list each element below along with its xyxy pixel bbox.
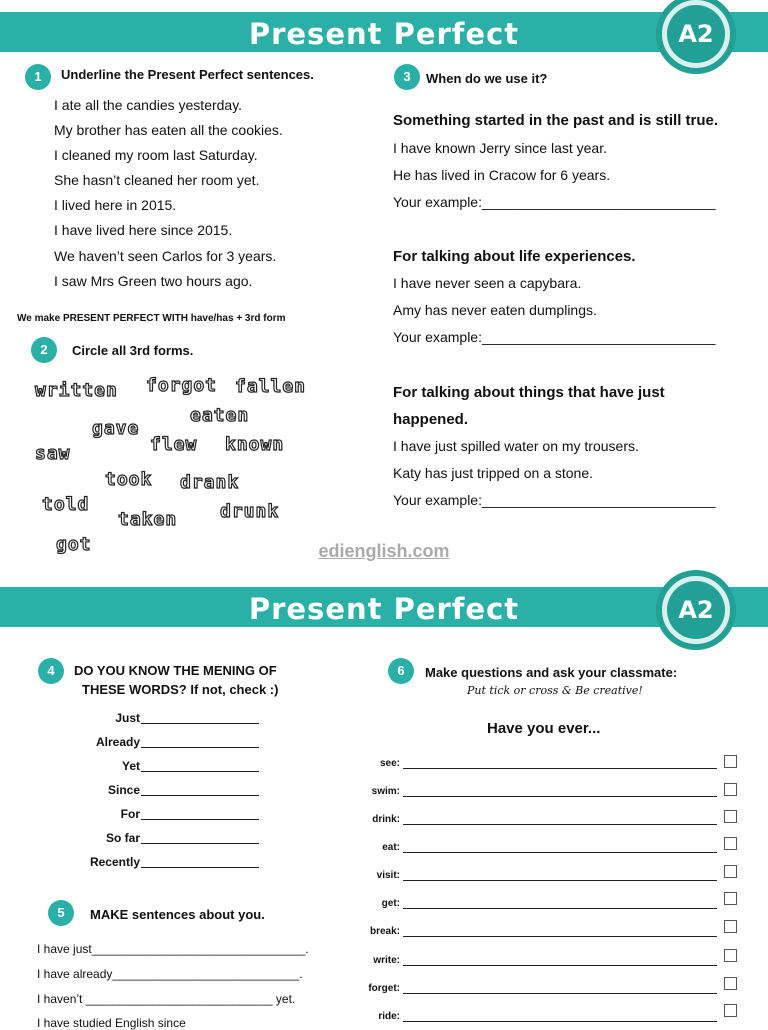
vocab-answer-line[interactable] — [141, 759, 259, 772]
usage-example: I have never seen a capybara. — [393, 275, 582, 291]
question-verb: forget: — [368, 983, 400, 994]
usage-example: He has lived in Cracow for 6 years. — [393, 167, 611, 183]
sentence-prompt[interactable]: I have already____________________________. — [37, 967, 303, 981]
exercise-number: 5 — [48, 900, 74, 926]
your-example-field[interactable]: Your example:______________________________ — [393, 492, 716, 508]
question-answer-line[interactable] — [403, 1011, 717, 1022]
question-verb: eat: — [382, 842, 400, 853]
usage-title: Something started in the past and is still true. — [393, 112, 719, 129]
usage-example: I have known Jerry since last year. — [393, 140, 607, 156]
usage-example: Katy has just tripped on a stone. — [393, 465, 594, 481]
exercise-heading: Make questions and ask your classmate: — [425, 665, 678, 680]
tick-checkbox[interactable] — [724, 783, 737, 796]
vocab-answer-line[interactable] — [141, 783, 259, 796]
vocab-answer-line[interactable] — [141, 831, 259, 844]
sentence-prompt[interactable]: I have studied English since — [37, 1016, 186, 1030]
usage-example: I have just spilled water on my trousers. — [393, 438, 639, 454]
tick-checkbox[interactable] — [724, 810, 737, 823]
usage-title: For talking about things that have just — [393, 384, 665, 401]
sentence: I have lived here since 2015. — [54, 222, 233, 238]
sentence: I saw Mrs Green two hours ago. — [54, 273, 253, 289]
sentence: My brother has eaten all the cookies. — [54, 122, 283, 138]
verb-form[interactable]: forgot — [146, 375, 218, 396]
sentence: She hasn’t cleaned her room yet. — [54, 172, 260, 188]
tick-checkbox[interactable] — [724, 865, 737, 878]
tick-checkbox[interactable] — [724, 892, 737, 905]
sentence: I cleaned my room last Saturday. — [54, 147, 258, 163]
question-verb: drink: — [372, 814, 400, 825]
question-verb: swim: — [371, 786, 400, 797]
verb-form[interactable]: got — [56, 534, 92, 555]
your-example-field[interactable]: Your example:______________________________ — [393, 194, 716, 210]
vocab-word: So far — [105, 831, 140, 845]
page-title: Present Perfect — [248, 592, 520, 626]
exercise-heading: DO YOU KNOW THE MENING OF — [74, 663, 277, 678]
sentence: I lived here in 2015. — [54, 197, 177, 213]
question-verb: ride: — [378, 1011, 400, 1022]
verb-form[interactable]: drank — [180, 472, 240, 493]
vocab-word: Already — [95, 735, 140, 749]
usage-title: For talking about life experiences. — [393, 248, 636, 265]
vocab-answer-line[interactable] — [141, 807, 259, 820]
verb-form[interactable]: fallen — [235, 376, 307, 397]
exercise-number: 2 — [31, 337, 57, 363]
tick-checkbox[interactable] — [724, 1004, 737, 1017]
verb-form[interactable]: drunk — [220, 501, 280, 522]
verb-form[interactable]: eaten — [190, 405, 250, 426]
exercise-number: 6 — [388, 658, 414, 684]
vocab-answer-line[interactable] — [141, 735, 259, 748]
tick-checkbox[interactable] — [724, 977, 737, 990]
exercise-number: 1 — [25, 64, 51, 90]
verb-form[interactable]: told — [42, 494, 90, 515]
grammar-rule: We make PRESENT PERFECT WITH have/has + 3rd form — [17, 313, 286, 324]
site-watermark[interactable]: edienglish.com — [318, 541, 450, 561]
tick-checkbox[interactable] — [724, 920, 737, 933]
question-answer-line[interactable] — [403, 955, 717, 966]
tick-checkbox[interactable] — [724, 949, 737, 962]
question-answer-line[interactable] — [403, 926, 717, 937]
sentence: We haven’t seen Carlos for 3 years. — [54, 248, 277, 264]
question-verb: see: — [379, 758, 400, 769]
vocab-word: Just — [115, 711, 140, 725]
verb-form[interactable]: known — [225, 434, 285, 455]
vocab-word: Since — [107, 783, 140, 797]
exercise-subheading: Put tick or cross & Be creative! — [467, 684, 643, 697]
question-answer-line[interactable] — [403, 814, 717, 825]
header-band-top — [0, 12, 768, 52]
vocab-word: Recently — [89, 855, 140, 869]
sentence-prompt[interactable]: I haven’t ____________________________ yet. — [37, 992, 296, 1006]
vocab-answer-line[interactable] — [141, 711, 259, 724]
vocab-word: For — [120, 807, 140, 821]
verb-form[interactable]: written — [35, 380, 118, 401]
vocab-word: Yet — [121, 759, 140, 773]
exercise-heading: Underline the Present Perfect sentences. — [61, 67, 314, 82]
exercise-heading: Circle all 3rd forms. — [72, 343, 194, 358]
exercise-number: 4 — [38, 658, 64, 684]
exercise-heading: THESE WORDS? If not, check :) — [82, 682, 279, 697]
question-verb: get: — [381, 898, 400, 909]
sentence: I ate all the candies yesterday. — [54, 97, 243, 113]
question-answer-line[interactable] — [403, 842, 717, 853]
exercise-heading: When do we use it? — [426, 71, 548, 86]
tick-checkbox[interactable] — [724, 837, 737, 850]
question-verb: break: — [369, 926, 400, 937]
header-band-bottom — [0, 587, 768, 627]
verb-form[interactable]: saw — [35, 443, 71, 464]
question-answer-line[interactable] — [403, 758, 717, 769]
level-badge: A2 — [667, 581, 725, 639]
verb-form[interactable]: gave — [92, 418, 140, 439]
exercise-number: 3 — [394, 64, 420, 90]
question-answer-line[interactable] — [403, 786, 717, 797]
usage-example: Amy has never eaten dumplings. — [393, 302, 597, 318]
question-verb: visit: — [376, 870, 400, 881]
question-answer-line[interactable] — [403, 983, 717, 994]
page-title: Present Perfect — [248, 17, 520, 51]
exercise-heading: MAKE sentences about you. — [90, 907, 265, 922]
usage-title: happened. — [393, 411, 469, 428]
question-answer-line[interactable] — [403, 898, 717, 909]
tick-checkbox[interactable] — [724, 755, 737, 768]
sentence-prompt[interactable]: I have just________________________________. — [37, 942, 309, 956]
verb-form[interactable]: took — [105, 469, 153, 490]
your-example-field[interactable]: Your example:______________________________ — [393, 329, 716, 345]
question-verb: write: — [373, 955, 400, 966]
section-lead: Have you ever... — [487, 720, 601, 737]
vocab-answer-line[interactable] — [141, 855, 259, 868]
level-badge: A2 — [667, 5, 725, 63]
verb-form[interactable]: flew — [150, 434, 198, 455]
question-answer-line[interactable] — [403, 870, 717, 881]
verb-form[interactable]: taken — [118, 509, 178, 530]
